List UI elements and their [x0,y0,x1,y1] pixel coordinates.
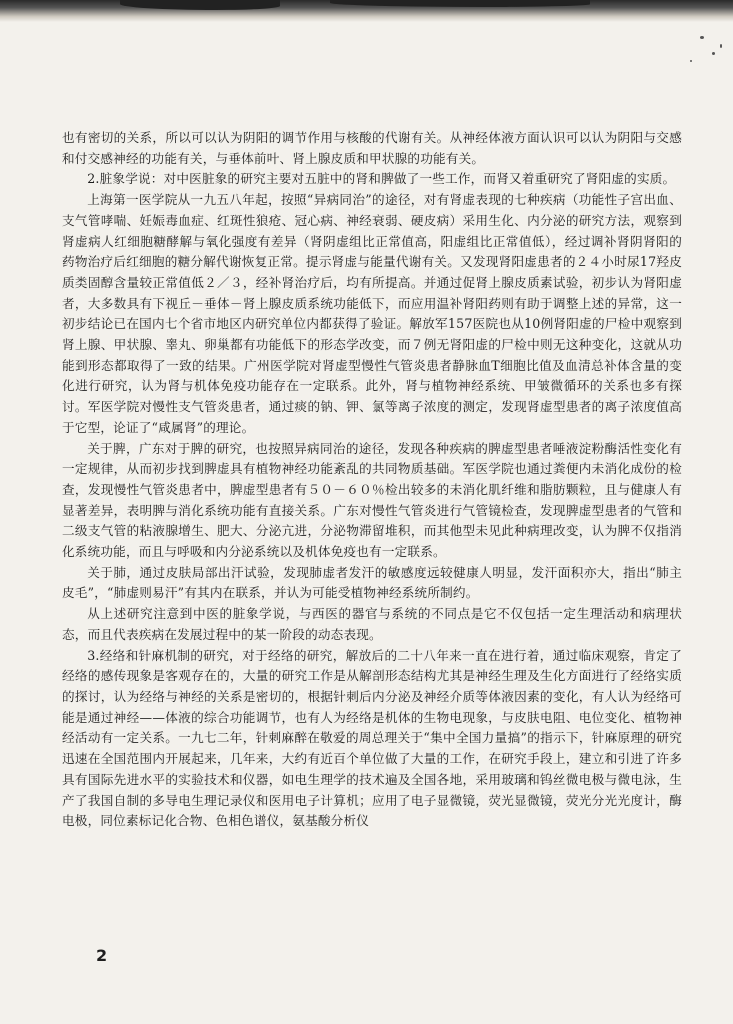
paragraph: 也有密切的关系，所以可以认为阴阳的调节作用与核酸的代谢有关。从神经体液方面认识可以认为阴阳与交感和付交感神经的功能有关，与垂体前叶、肾上腺皮质和甲状腺的功能有关。 [62,130,682,166]
scan-speck [690,60,692,62]
page-number: 2 [96,946,108,965]
paragraph: 从上述研究注意到中医的脏象学说，与西医的器官与系统的不同点是它不仅包括一定生理活动和病理状态，而且代表疾病在发展过程中的某一阶段的动态表现。 [62,606,682,642]
scan-speck [720,44,722,48]
section-heading-paragraph: 2.脏象学说：对中医脏象的研究主要对五脏中的肾和脾做了一些工作，而肾又着重研究了肾阳虚的实质。 [87,171,676,187]
paragraph: 关于脾，广东对于脾的研究，也按照异病同治的途径，发现各种疾病的脾虚型患者唾液淀粉酶活性变化有一定规律，从而初步找到脾虚具有植物神经功能紊乱的共同物质基础。军医学院也通过粪便内未消化成份的检查，发现慢性气管炎患者中，脾虚型患者有５０－６０％检出较多的未消化肌纤维和脂肪颗粒，且与健康人有显著差异，表明脾与消化系统功能有直接关系。广东对慢性气管炎进行气管镜检查，发现脾虚型患者的气管和二级支气管的粘液腺增生、肥大、分泌亢进，分泌物滞留堆积，而其他型未见此种病理改变，认为脾不仅指消化系统功能，而且与呼吸和内分泌系统以及机体免疫也有一定联系。 [62,440,682,560]
document-body [62,128,682,832]
scan-speck [712,52,715,55]
paragraph: 上海第一医学院从一九五八年起，按照“异病同治”的途径，对有肾虚表现的七种疾病（功能性子宫出血、支气管哮喘、妊娠毒血症、红斑性狼疮、冠心病、神经衰弱、硬皮病）采用生化、内分泌的研究方法，观察到肾虚病人红细胞糖酵解与氧化强度有差异（肾阴虚组比正常值高，阳虚组比正常值低），经过调补肾阴肾阳的药物治疗后红细胞的糖分解代谢恢复正常。提示肾虚与能量代谢有关。又发现肾阳虚患者的２４小时尿17羟皮质类固醇含量较正常值低２／３，经补肾治疗后，均有所提高。并通过促肾上腺皮质素试验，初步认为肾阳虚者，大多数具有下视丘－垂体－肾上腺皮质系统功能低下，而应用温补肾阳药则有助于调整上述的异常，这一初步结论已在国内七个省市地区内研究单位内都获得了验证。解放军157医院也从10例肾阳虚的尸检中观察到肾上腺、甲状腺、睾丸、卵巢都有功能低下的形态学改变，而７例无肾阳虚的尸检中则无这种变化，这就从功能到形态都取得了一致的结果。广州医学院对肾虚型慢性气管炎患者静脉血T细胞比值及血清总补体含量的变化进行研究，认为肾与机体免疫功能存在一定联系。此外，肾与植物神经系统、甲皱微循环的关系也多有探讨。军医学院对慢性支气管炎患者，通过痰的钠、钾、氯等离子浓度的测定，发现肾虚型患者的离子浓度值高于它型，论证了“咸属肾”的理论。 [62,192,682,435]
paragraph: 关于肺，通过皮肤局部出汗试验，发现肺虚者发汗的敏感度远较健康人明显，发汗面积亦大，指出“肺主皮毛”，“肺虚则易汗”有其内在联系，并认为可能受植物神经系统所制约。 [62,564,682,601]
section-heading-paragraph: 3.经络和针麻机制的研究，对于经络的研究，解放后的二十八年来一直在进行着，通过临床观察，肯定了经络的感传现象是客观存在的，大量的研究工作是从解剖形态结构尤其是神经生理及生化方面进行了经络实质的探讨，认为经络与神经的关系是密切的，根据针刺后内分泌及神经介质等体液因素的变化，有人认为经络可能是通过神经——体液的综合功能调节，也有人为经络是机体的生物电现象，与皮肤电阻、电位变化、植物神经活动有一定关系。一九七二年，针刺麻醉在敬爱的周总理关于“集中全国力量搞”的指示下，针麻原理的研究迅速在全国范围内开展起来，几年来，大约有近百个单位做了大量的工作，在研究手段上，建立和引进了许多具有国际先进水平的实验技术和仪器，如电生理学的技术遍及全国各地，采用玻璃和钨丝微电极与微电泳，生产了我国自制的多导电生理记录仪和医用电子计算机；应用了电子显微镜，荧光显微镜，荧光分光光度计，酶电极，同位素标记化合物、色相色谱仪，氨基酸分析仪 [62,647,682,829]
scan-speck [700,36,704,39]
